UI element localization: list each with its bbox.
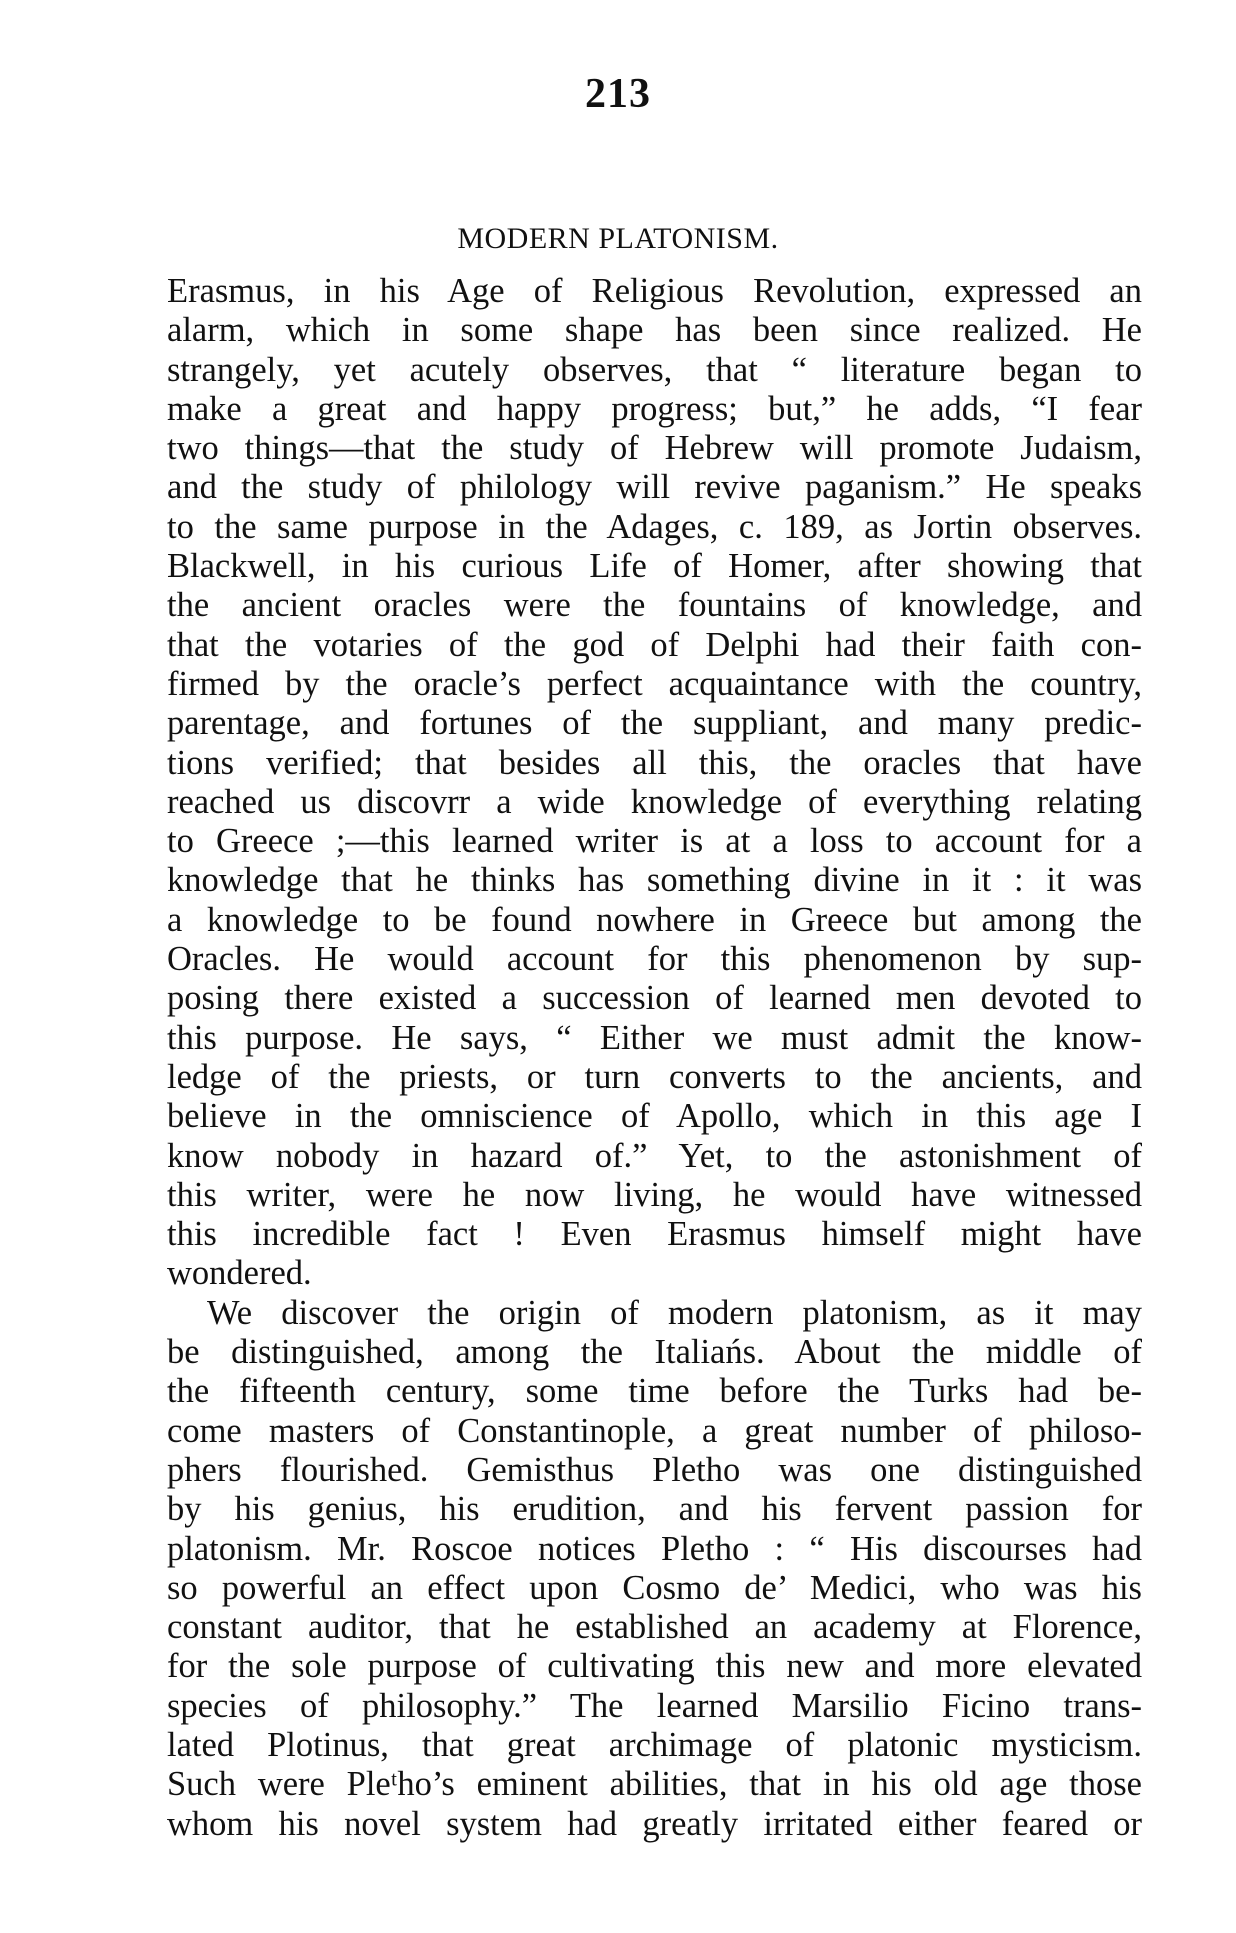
text-line: two things—that the study of Hebrew will promote Judaism, [167, 429, 1142, 468]
text-line: this incredible fact ! Even Erasmus himself might have [167, 1215, 1142, 1254]
text-line: strangely, yet acutely observes, that “ literature began to [167, 350, 1142, 389]
text-line: the ancient oracles were the fountains of knowledge, and [167, 586, 1142, 625]
text-line: species of philosophy.” The learned Marsilio Ficino trans- [167, 1686, 1142, 1725]
text-line: so powerful an effect upon Cosmo de’ Medici, who was his [167, 1568, 1142, 1607]
text-line: parentage, and fortunes of the suppliant, and many predic- [167, 704, 1142, 743]
text-line: the fifteenth century, some time before the Turks had be- [167, 1372, 1142, 1411]
body-text [167, 272, 1142, 1844]
text-line: wondered. [167, 1254, 312, 1293]
text-line: by his genius, his erudition, and his fervent passion for [167, 1490, 1142, 1529]
text-line: phers flourished. Gemisthus Pletho was one distinguished [167, 1450, 1142, 1489]
page-number: 213 [585, 71, 651, 117]
text-line: posing there existed a succession of learned men devoted to [167, 979, 1142, 1018]
text-line: believe in the omniscience of Apollo, which in this age I [167, 1097, 1142, 1136]
text-line: lated Plotinus, that great archimage of platonic mysticism. [167, 1725, 1142, 1764]
text-line: platonism. Mr. Roscoe notices Pletho : “ His discourses had [167, 1529, 1142, 1568]
text-line: Oracles. He would account for this phenomenon by sup- [167, 940, 1142, 979]
text-line: make a great and happy progress; but,” he adds, “I fear [167, 389, 1142, 428]
text-line: alarm, which in some shape has been since realized. He [167, 311, 1142, 350]
text-line: be distinguished, among the Italiańs. About the middle of [167, 1333, 1142, 1372]
text-line: that the votaries of the god of Delphi had their faith con- [167, 625, 1142, 664]
text-line: whom his novel system had greatly irritated either feared or [167, 1804, 1142, 1843]
text-line: to Greece ;—this learned writer is at a loss to account for a [167, 822, 1142, 861]
text-line: a knowledge to be found nowhere in Greece but among the [167, 900, 1142, 939]
text-line: firmed by the oracle’s perfect acquaintance with the country, [167, 664, 1142, 703]
text-line: to the same purpose in the Adages, c. 189, as Jortin observes. [167, 507, 1142, 546]
text-line: Blackwell, in his curious Life of Homer, after showing that [167, 547, 1142, 586]
text-line: this writer, were he now living, he would have witnessed [167, 1175, 1142, 1214]
text-line: come masters of Constantinople, a great number of philoso- [167, 1411, 1142, 1450]
text-line: for the sole purpose of cultivating this new and more elevated [167, 1647, 1142, 1686]
text-line: ledge of the priests, or turn converts to the ancients, and [167, 1057, 1142, 1096]
text-line: We discover the origin of modern platonism, as it may [207, 1293, 1142, 1332]
text-line: reached us discovrr a wide knowledge of everything relating [167, 782, 1142, 821]
text-line: and the study of philology will revive paganism.” He speaks [167, 468, 1142, 507]
text-line: this purpose. He says, “ Either we must admit the know- [167, 1018, 1142, 1057]
text-line: Erasmus, in his Age of Religious Revolution, expressed an [167, 272, 1142, 310]
text-line: knowledge that he thinks has something divine in it : it was [167, 861, 1142, 900]
text-line: know nobody in hazard of.” Yet, to the astonishment of [167, 1136, 1142, 1175]
text-line: constant auditor, that he established an academy at Florence, [167, 1608, 1142, 1647]
text-line: tions verified; that besides all this, the oracles that have [167, 743, 1142, 782]
chapter-title: MODERN PLATONISM. [457, 222, 779, 255]
text-line: Such were Pleᵗho’s eminent abilities, that in his old age those [167, 1765, 1142, 1804]
